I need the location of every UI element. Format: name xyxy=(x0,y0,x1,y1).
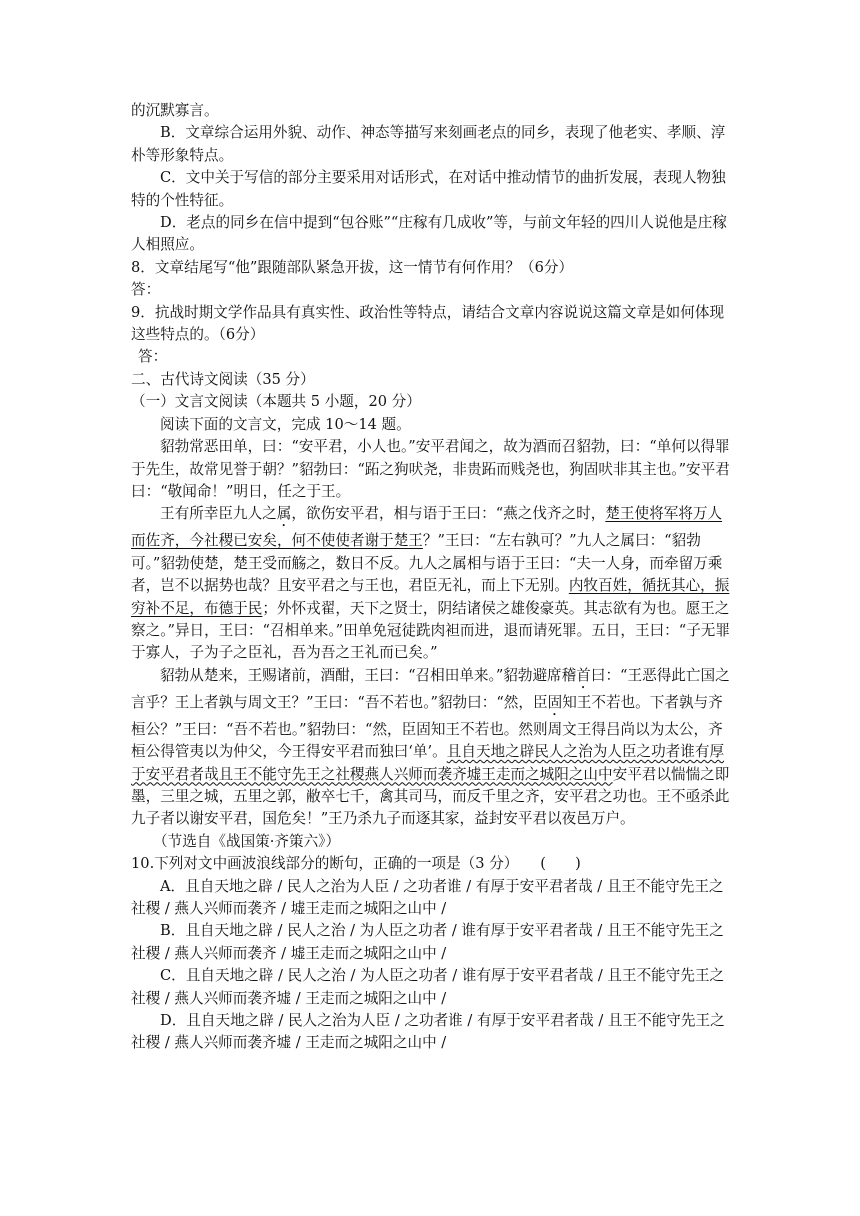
q9-question: 9．抗战时期文学作品具有真实性、政治性等特点，请结合文章内容说说这篇文章是如何体现这些特点的。（6分） xyxy=(131,303,725,344)
dotted-char-gu: 固 xyxy=(547,693,563,711)
q10-option-c: C．且自天地之辟 / 民人之治 / 为人臣之功者 / 谁有厚于安平君者哉 / 且王不能守先王之社稷 / 燕人兴师而袭齐墟 / 王走而之城阳之山中 / xyxy=(131,967,725,1007)
passage-p2-text-c: ？”王曰：“左右孰可？”九人之属曰：“貂勃可。”貂勃使楚，楚王受而觞之，数日不反。九人之属相与语于王曰：“夫一人身，而牵留万乘者，岂不以据势也哉？且安平君之与王也，君臣无礼，而上下无别。 xyxy=(131,532,723,595)
passage-p2-text-a: 王有所幸臣九人之 xyxy=(160,505,277,523)
underlined-sentence-1: 楚王使将军将万人而佐齐，今社稷已安矣，何不使使者谢于楚王 xyxy=(131,505,723,550)
q7-option-b: B．文章综合运用外貌、动作、神态等描写来刻画老点的同乡，表现了他老实、孝顺、淳朴等形象特点。 xyxy=(131,124,726,164)
q8-question: 8．文章结尾写“他”跟随部队紧急开拔，这一情节有何作用？（6分） xyxy=(131,258,574,276)
q7-tail-line: 的沉默寡言。 xyxy=(131,102,219,119)
underlined-sentence-2: 内牧百姓，循抚其心，振穷补不足，布德于民 xyxy=(131,577,730,617)
passage-paragraph-2 xyxy=(131,503,731,664)
q10-option-d: D．且自天地之辟 / 民人之治为人臣 / 之功者谁 / 有厚于安平君者哉 / 且王不能守先王之社稷 / 燕人兴师而袭齐墟 / 王走而之城阳之山中 / xyxy=(131,1012,725,1052)
q7-option-c: C．文中关于写信的部分主要采用对话形式，在对话中推动情节的曲折发展，表现人物独特的个性特征。 xyxy=(131,169,726,209)
passage-p1-text: 貂勃常恶田单，曰：“安平君，小人也。”安平君闻之，故为酒而召貂勃，曰：“单何以得罪于先生，故常见誉于朝？”貂勃曰：“跖之狗吠尧，非贵跖而贱尧也，狗固吠非其主也。”安平君曰：“敬闻命！”明日，任之于王。 xyxy=(131,438,730,500)
section-2-sub-1: （一）文言文阅读（本题共 5 小题，20 分） xyxy=(131,393,421,411)
passage-p3-text-d: 安平君以惴惴之即墨，三里之城，五里之郭，敝卒七千，禽其司马，而反千里之齐，安平君之功也。王不亟杀此九子者以谢安平君，国危矣！”王乃杀九子而逐其家，益封安平君以夜邑万户。 xyxy=(131,765,730,828)
q10-option-b: B．且自天地之辟 / 民人之治 / 为人臣之功者 / 谁有厚于安平君者哉 / 且王不能守先王之社稷 / 燕人兴师而袭齐 / 墟王走而之城阳之山中 / xyxy=(131,922,724,962)
q9-answer: 答： xyxy=(138,348,168,366)
q7-option-d: D．老点的同乡在信中提到“包谷账”“庄稼有几成收”等，与前文年轻的四川人说他是庄稼人相照应。 xyxy=(131,214,727,254)
wavy-underlined-passage: 且自天地之辟民人之治为人臣之功者谁有厚于安平君者哉且王不能守先王之社稷燕人兴师而袭齐墟王走而之城阳之山中 xyxy=(131,743,725,783)
passage-p2-text-d: ；外怀戎翟，天下之贤士，阴结诸侯之雄俊豪英。其志欲有为也。愿王之察之。”异日，王曰：“召相单来。”田单免冠徒跣肉袒而进，退而请死罪。五日，王曰：“子无罪于寡人，子为子之臣礼，吾为吾之王礼而已矣。” xyxy=(131,599,730,662)
passage-source: （节选自《战国策·齐策六》） xyxy=(153,832,341,850)
passage-paragraph-3 xyxy=(131,665,731,831)
passage-p3-text-a: 貂勃从楚来，王赐诸前，酒酣，王曰：“召相田单来。”貂勃避席稽 xyxy=(160,666,577,684)
passage-paragraph-1 xyxy=(131,436,731,503)
dotted-char-shou: 首 xyxy=(576,666,591,684)
passage-p3-text-b: 曰：“王恶得此亡国之言乎？王上者孰与周文王？”王曰：“吾不若也。”貂勃曰：“然，臣 xyxy=(131,666,730,711)
section-instruction: 阅读下面的文言文，完成 10～14 题。 xyxy=(160,415,411,433)
section-2-title: 二、古代诗文阅读（35 分） xyxy=(131,370,315,388)
passage-p2-text-b: ，欲伤安平君，相与语于王曰：“燕之伐齐之时， xyxy=(291,505,606,523)
q8-answer: 答： xyxy=(131,281,161,299)
passage-p3-text-c: 知王不若也。下者孰与齐桓公？”王曰：“吾不若也。”貂勃曰：“然，臣固知王不若也。然则周文王得吕尚以为太公，齐桓公得管夷以为仲父，今王得安平君而独曰‘单’。 xyxy=(131,693,723,761)
q10-question: 10.下列对文中画波浪线部分的断句，正确的一项是（3 分） ( ) xyxy=(131,855,581,873)
dotted-char-shu: 属 xyxy=(276,505,292,523)
page-content xyxy=(131,100,731,1055)
q10-option-a: A．且自天地之辟 / 民人之治为人臣 / 之功者谁 / 有厚于安平君者哉 / 且王不能守先王之社稷 / 燕人兴师而袭齐 / 墟王走而之城阳之山中 / xyxy=(131,877,724,917)
